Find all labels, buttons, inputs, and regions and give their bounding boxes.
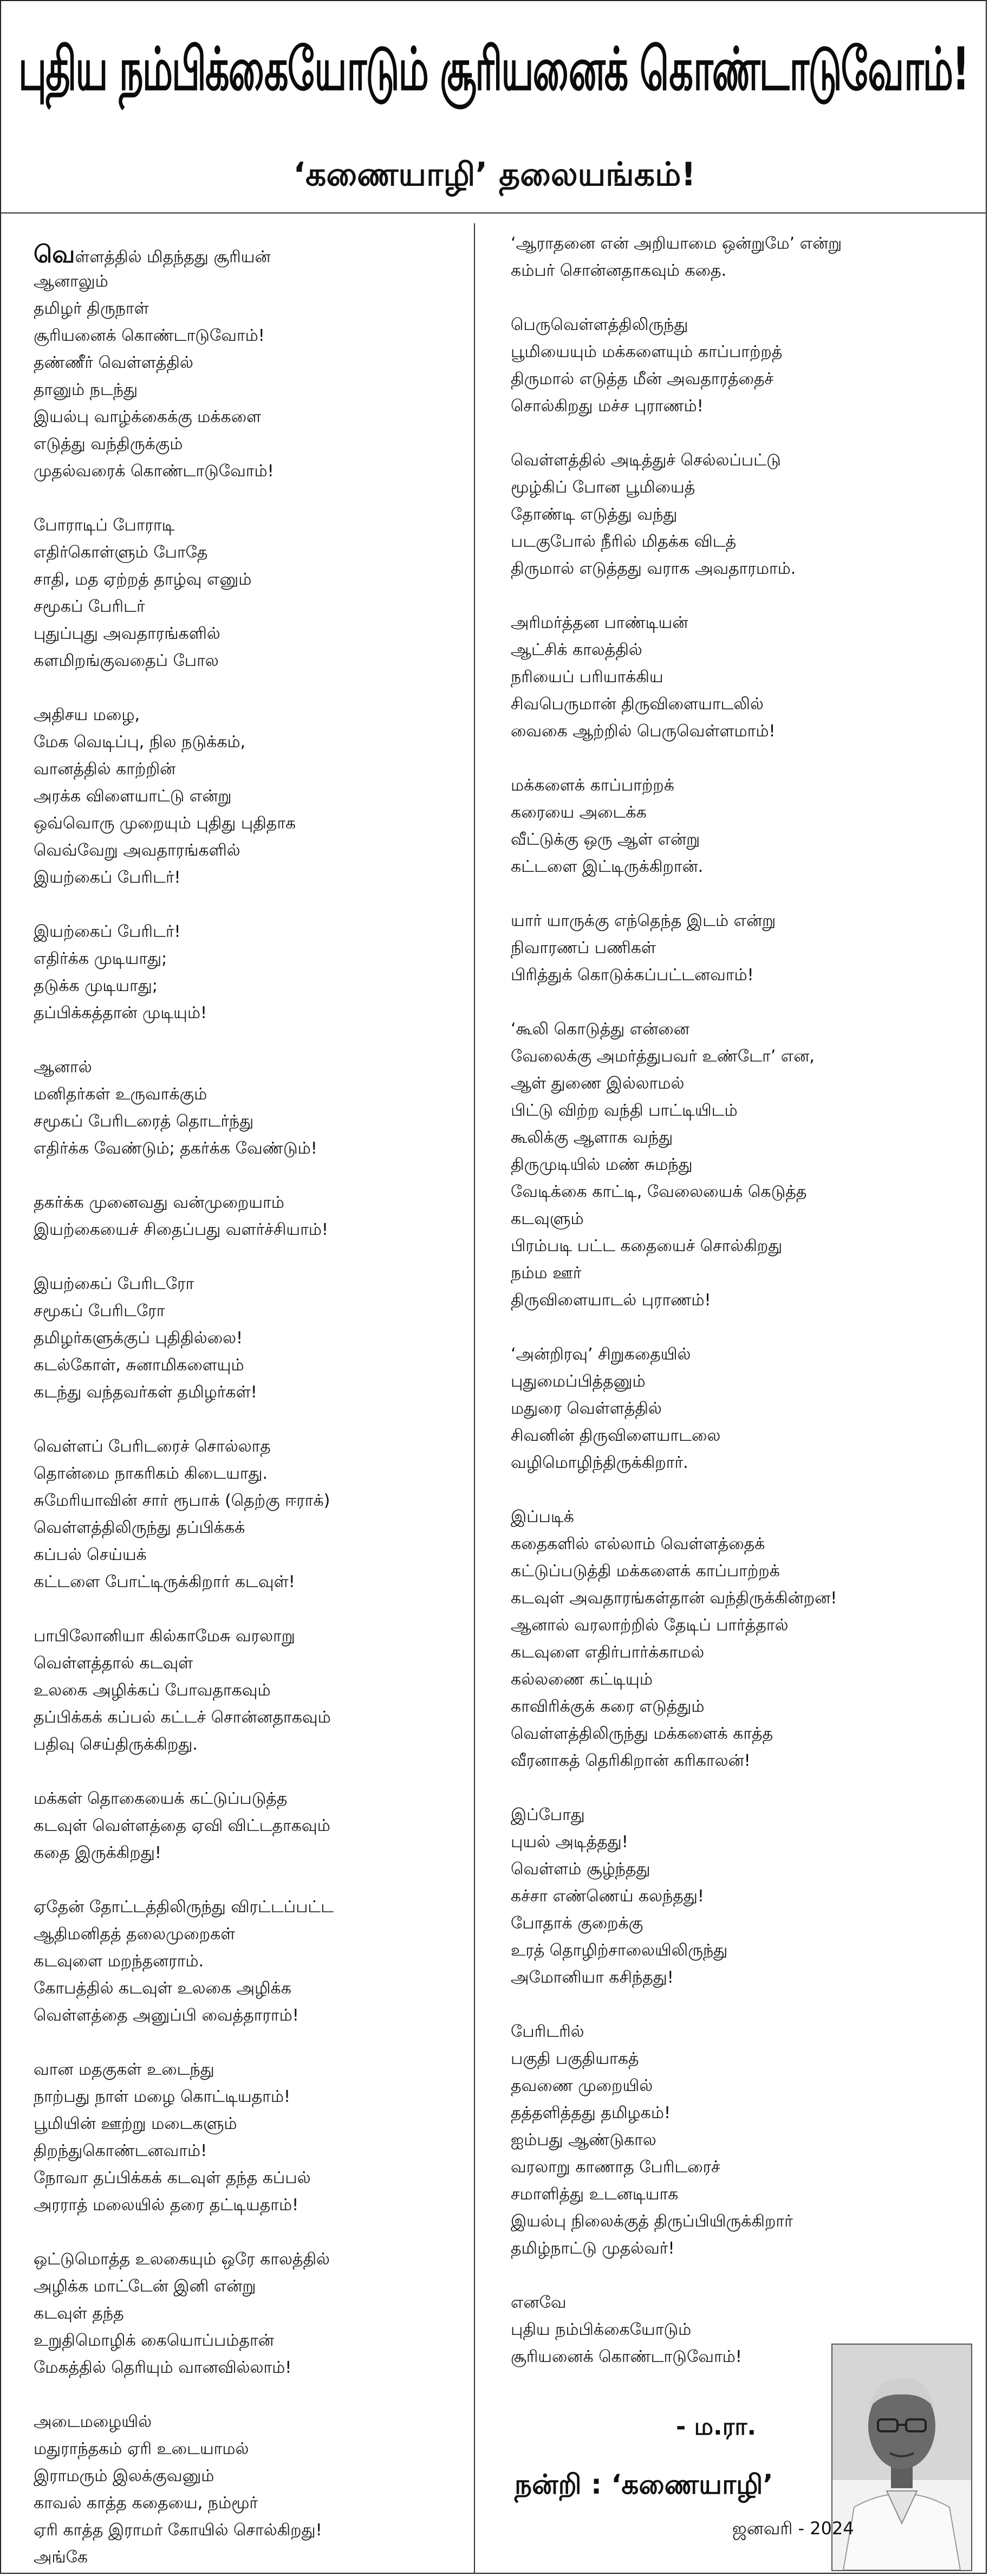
text-line <box>34 2354 291 2381</box>
text-line <box>34 2463 214 2490</box>
text-line <box>511 1666 653 1693</box>
text-line-content: கடவுளை எதிர்பார்க்காமல் <box>511 1643 705 1662</box>
text-line-content: வெள்ளத்திலிருந்து தப்பிக்கக் <box>34 1518 245 1537</box>
text-line-content: மக்களைக் காப்பாற்றக் <box>511 776 674 795</box>
text-line <box>511 1964 674 1991</box>
text-line-content: மக்கள் தொகையைக் கட்டுப்படுத்த <box>34 1789 288 1808</box>
text-line-content: உலகை அழிக்கப் போவதாகவும் <box>34 1681 271 1700</box>
text-line-content: சமாளித்து உடனடியாக <box>511 2185 679 2204</box>
text-line-content: வெள்ளத்தால் கடவுள் <box>34 1654 193 1673</box>
text-line-content: நாற்பது நாள் மழை கொட்டியதாம்! <box>34 2087 291 2106</box>
text-line <box>34 2002 299 2029</box>
text-line <box>34 702 140 729</box>
text-line <box>34 1731 198 1758</box>
text-line-content: கடவுள் அவதாரங்கள்தான் வந்திருக்கின்றன! <box>511 1589 837 1608</box>
text-line-content: மனிதர்கள் உருவாக்கும் <box>34 1085 207 1104</box>
text-line-content: ஆனால் <box>34 1058 92 1077</box>
text-line-content: கடவுள் வெள்ளத்தை ஏவி விட்டதாகவும் <box>34 1816 330 1835</box>
text-line <box>34 1677 271 1704</box>
text-line <box>511 1233 782 1260</box>
text-line-content: கரையை அடைக்க <box>511 803 647 822</box>
text-line-content: யார் யாருக்கு எந்தெந்த இடம் என்று <box>511 911 776 930</box>
text-line <box>34 2544 88 2571</box>
text-line <box>34 1000 207 1027</box>
text-line-content: சூரியனைக் கொண்டாடுவோம்! <box>34 326 265 345</box>
text-line-content: இயற்கைப் பேரிடரோ <box>34 1274 194 1293</box>
text-line-content: களமிறங்குவதைப் போல <box>34 651 219 670</box>
text-line-content: புதுப்புது அவதாரங்களில் <box>34 624 220 643</box>
text-line-content: சூரியனைக் கொண்டாடுவோம்! <box>511 2347 742 2366</box>
text-line <box>34 1325 243 1352</box>
text-line-content: வரலாறு காணாத பேரிடரைச் <box>511 2158 720 2177</box>
text-line-content: பூமியையும் மக்களையும் காப்பாற்றத் <box>511 342 783 361</box>
text-line <box>34 1352 244 1379</box>
text-line <box>511 1395 662 1422</box>
text-line-content: சமூகப் பேரிடரோ <box>34 1302 165 1321</box>
text-line <box>511 1151 693 1179</box>
text-line <box>511 1097 738 1124</box>
text-line <box>511 664 663 691</box>
text-line <box>511 447 781 474</box>
text-line <box>511 230 842 257</box>
text-line <box>511 1206 584 1233</box>
text-line <box>34 2273 256 2300</box>
text-line-content: வீட்டுக்கு ஒரு ஆள் என்று <box>511 830 700 849</box>
text-line <box>511 1449 688 1477</box>
text-line-content: ஆனாலும் <box>34 272 108 291</box>
text-line-content: தகர்க்க முனைவது வன்முறையாம் <box>34 1193 284 1212</box>
text-line <box>34 2165 310 2192</box>
text-line-content: எதிர்க்க வேண்டும்; தகர்க்க வேண்டும்! <box>34 1139 317 1158</box>
text-line <box>34 1216 328 1244</box>
text-line-content: கட்டளை இட்டிருக்கிறான். <box>511 857 704 876</box>
text-line <box>34 2083 290 2111</box>
text-line <box>511 1016 689 1043</box>
text-line-content: மதுராந்தகம் ஏரி உடையாமல் <box>34 2439 249 2458</box>
text-line <box>34 404 261 431</box>
text-line <box>34 1542 147 1569</box>
text-line <box>511 1639 704 1666</box>
text-line-content: ஏரி காத்த இராமர் கோயில் சொல்கிறது! <box>34 2521 322 2540</box>
text-line <box>34 268 108 295</box>
text-line-content: தத்தளித்தது தமிழகம்! <box>511 2103 671 2122</box>
text-line-content: பெருவெள்ளத்திலிருந்து <box>511 315 688 334</box>
text-line <box>34 2138 207 2165</box>
text-line <box>511 1070 684 1097</box>
column-divider <box>474 223 475 2574</box>
text-line <box>34 1298 165 1325</box>
text-line <box>511 2344 742 2371</box>
text-line <box>34 729 245 756</box>
text-line <box>511 637 642 664</box>
text-line-content: ஆதிமனிதத் தலைமுறைகள் <box>34 1925 236 1944</box>
text-line <box>34 2192 298 2219</box>
text-line-content: தமிழர் திருநாள் <box>34 299 149 318</box>
text-line-content: இப்போது <box>511 1805 585 1824</box>
text-line-content: அமோனியா கசிந்தது! <box>511 1968 674 1987</box>
text-line-content: தடுக்க முடியாது; <box>34 976 158 995</box>
text-line-content: கடவுளும் <box>511 1209 584 1228</box>
text-line-content: வெள்ளம் சூழ்ந்தது <box>511 1860 650 1879</box>
text-line <box>511 2289 567 2316</box>
text-line-content: போதாக் குறைக்கு <box>511 1914 643 1933</box>
text-line-content: ள்ளத்தில் மிதந்தது சூரியன் <box>75 248 271 267</box>
text-line <box>511 1260 582 1287</box>
text-line-content: பதிவு செய்திருக்கிறது. <box>34 1735 198 1754</box>
headline: புதிய நம்பிக்கையோடும் சூரியனைக் கொண்டாடுவோம்! <box>18 35 969 104</box>
text-line <box>511 2208 793 2235</box>
text-line-content: ஆள் துணை இல்லாமல் <box>511 1074 685 1093</box>
text-line-content: கடவுள் தந்த <box>34 2304 124 2323</box>
text-line-content: பிட்டு விற்ற வந்தி பாட்டியிடம் <box>511 1101 738 1120</box>
text-line <box>511 691 764 718</box>
text-line <box>34 593 145 620</box>
text-line <box>511 1341 691 1368</box>
text-line-content: கல்லணை கட்டியும் <box>511 1670 653 1689</box>
text-line <box>511 366 773 393</box>
text-line-content: கடல்கோள், சுனாமிகளையும் <box>34 1356 244 1375</box>
text-line-content: திருமால் எடுத்த மீன் அவதாரத்தைச் <box>511 370 774 389</box>
text-line-content: ஆட்சிக் காலத்தில் <box>511 640 642 659</box>
text-line-content: ‘கூலி கொடுத்து என்னை <box>511 1020 689 1039</box>
text-line-content: நோவா தப்பிக்கக் கடவுள் தந்த கப்பல் <box>34 2169 311 2187</box>
text-line <box>511 1802 585 1829</box>
source-credit: நன்றி : ‘கணையாழி’ <box>515 2469 773 2500</box>
text-line <box>511 1856 650 1883</box>
text-line <box>511 2316 691 2344</box>
text-line-content: பிரம்படி பட்ட கதையைச் சொல்கிறது <box>511 1237 783 1255</box>
text-line-content: வைகை ஆற்றில் பெருவெள்ளமாம்! <box>511 722 776 741</box>
text-line-content: வான மதகுகள் உடைந்து <box>34 2060 214 2079</box>
text-line-content: திருமுடியில் மண் சுமந்து <box>511 1155 693 1174</box>
text-line <box>511 1368 646 1395</box>
text-line <box>34 1948 204 1975</box>
text-line <box>511 908 776 935</box>
text-line-content: சாதி, மத ஏற்றத் தாழ்வு எனும் <box>34 570 252 589</box>
text-line-content: மேக வெடிப்பு, நில நடுக்கம், <box>34 733 246 752</box>
text-line <box>511 853 703 881</box>
text-line-content: அதிசய மழை, <box>34 706 140 724</box>
text-line-content: தோண்டி எடுத்து வந்து <box>511 505 678 524</box>
text-line-content: இயற்கையைச் சிதைப்பது வளர்ச்சியாம்! <box>34 1220 328 1239</box>
text-line <box>511 1287 711 1314</box>
text-line <box>34 2409 152 2436</box>
text-line-content: திருமால் எடுத்தது வராக அவதாரமாம். <box>511 559 796 578</box>
text-line <box>511 2154 720 2181</box>
text-line <box>34 2517 322 2544</box>
text-line-content: மூழ்கிப் போன பூமியைத் <box>511 478 695 497</box>
text-line-content: எடுத்து வந்திருக்கும் <box>34 435 183 454</box>
text-line <box>34 295 149 322</box>
text-line <box>34 2436 249 2463</box>
text-line <box>511 2181 678 2208</box>
text-line-content: படகுபோல் நீரில் மிதக்க விடத் <box>511 532 737 551</box>
issue-date: ஜனவரி - 2024 <box>732 2518 854 2539</box>
text-line-content: ஐம்பது ஆண்டுகால <box>511 2131 656 2150</box>
text-line <box>511 2100 671 2127</box>
text-line <box>34 1623 295 1650</box>
text-line <box>511 718 775 745</box>
text-line-content: பிரித்துக் கொடுக்கப்பட்டனவாம்! <box>511 966 754 985</box>
text-line <box>511 1612 789 1639</box>
text-line <box>34 2056 214 2083</box>
text-line-content: திருவிளையாடல் புராணம்! <box>511 1291 711 1310</box>
text-line <box>511 1531 765 1558</box>
text-line <box>34 1569 295 1596</box>
text-line <box>511 312 688 339</box>
text-line-content: வெள்ளத்தை அனுப்பி வைத்தாராம்! <box>34 2006 299 2025</box>
text-line-content: எதிர்க்க முடியாது; <box>34 949 167 968</box>
text-line <box>34 1108 253 1135</box>
text-line-content: பகுதி பகுதியாகத் <box>511 2049 639 2068</box>
text-line <box>511 1883 704 1910</box>
text-line <box>34 512 175 539</box>
text-line <box>34 1704 331 1731</box>
text-line <box>34 837 240 864</box>
text-line <box>34 620 220 648</box>
text-line-content: வேடிக்கை காட்டி, வேலையைக் கெடுத்த <box>511 1182 807 1201</box>
text-line-content: நம்ம ஊர் <box>511 1264 582 1283</box>
text-line-content: நரியைப் பரியாக்கிய <box>511 668 663 687</box>
text-line <box>511 1422 720 1449</box>
text-line-content: திறந்துகொண்டனவாம்! <box>34 2141 207 2160</box>
text-line <box>34 2327 274 2354</box>
text-line-content: ஒவ்வொரு முறையும் புதிது புதிதாக <box>34 814 296 833</box>
text-line <box>34 1840 161 1867</box>
text-line-content: அரக்க விளையாட்டு என்று <box>34 787 232 806</box>
text-line-content: முதல்வரைக் கொண்டாடுவோம்! <box>34 462 274 481</box>
text-line-content: கதை இருக்கிறது! <box>34 1843 161 1862</box>
text-line-content: எதிர்கொள்ளும் போதே <box>34 543 208 562</box>
text-line <box>34 458 274 485</box>
text-line-content: உறுதிமொழிக் கையொப்பம்தான் <box>34 2331 274 2350</box>
text-line-content: தானும் நடந்து <box>34 380 138 399</box>
text-line <box>34 1433 271 1460</box>
text-line <box>34 1921 235 1948</box>
text-line <box>511 1720 773 1747</box>
text-line-content: தவணை முறையில் <box>511 2076 653 2095</box>
text-line <box>511 257 726 284</box>
text-line-content: தமிழ்நாட்டு முதல்வர்! <box>511 2239 675 2258</box>
headline-banner <box>9 8 978 131</box>
text-line-content: ‘அன்றிரவு’ சிறுகதையில் <box>511 1345 691 1364</box>
text-line <box>511 339 782 366</box>
text-line <box>511 474 695 501</box>
text-line <box>34 1189 284 1216</box>
text-line <box>511 2127 656 2154</box>
text-line <box>511 501 677 528</box>
text-line-content: அடைமழையில் <box>34 2412 152 2431</box>
text-line <box>511 1558 780 1585</box>
text-line <box>511 1043 815 1070</box>
text-line-content: புதிய நம்பிக்கையோடும் <box>511 2320 692 2339</box>
text-line-content: அழிக்க மாட்டேன் இனி என்று <box>34 2277 256 2296</box>
text-line-content: கம்பர் சொன்னதாகவும் கதை. <box>511 261 727 280</box>
text-line <box>34 322 265 349</box>
text-line-content: உரத் தொழிற்சாலையிலிருந்து <box>511 1941 728 1960</box>
text-line <box>34 377 138 404</box>
text-line-content: சுமேரியாவின் சார் ரூபாக் (தெற்கு ஈராக்) <box>34 1491 330 1510</box>
text-line <box>511 772 674 799</box>
text-line-content: ஏதேன் தோட்டத்திலிருந்து விரட்டப்பட்ட <box>34 1898 334 1917</box>
text-line <box>34 1054 92 1081</box>
text-line-content: அரராத் மலையில் தரை தட்டியதாம்! <box>34 2196 299 2215</box>
text-line <box>511 2046 639 2073</box>
text-line-content: இப்படிக் <box>511 1507 574 1526</box>
subtitle: ‘கணையாழி’ தலையங்கம்! <box>293 156 696 193</box>
text-line-content: போராடிப் போராடி <box>34 516 175 535</box>
text-line <box>511 1747 751 1775</box>
text-line <box>34 2490 258 2517</box>
text-line-content: அரிமர்த்தன பாண்டியன் <box>511 613 688 632</box>
text-line-content: இராமரும் இலக்குவனும் <box>34 2467 214 2486</box>
text-line-content: கூலிக்கு ஆளாக வந்து <box>511 1128 673 1147</box>
text-line <box>511 528 736 555</box>
text-line-content: வானத்தில் காற்றின் <box>34 760 176 779</box>
text-line <box>511 1504 574 1531</box>
text-line-content: அங்கே <box>34 2548 88 2567</box>
text-line-content: தொன்மை நாகரிகம் கிடையாது. <box>34 1464 268 1483</box>
text-line <box>34 349 193 377</box>
text-line <box>34 864 181 891</box>
text-line <box>34 1081 207 1108</box>
text-line-content: வெவ்வேறு அவதாரங்களில் <box>34 841 240 860</box>
text-line-content: காவிரிக்குக் கரை எடுத்தும் <box>511 1697 705 1716</box>
text-line <box>34 1650 193 1677</box>
author-signature: - ம.ரா. <box>676 2413 757 2441</box>
text-line-content: மதுரை வெள்ளத்தில் <box>511 1399 662 1418</box>
text-line <box>511 393 704 420</box>
text-line-content: புயல் அடித்தது! <box>511 1833 628 1852</box>
text-line <box>511 610 688 637</box>
text-line <box>34 2246 330 2273</box>
text-line <box>511 2018 584 2046</box>
text-line <box>511 1124 673 1151</box>
text-line <box>34 539 207 566</box>
text-line <box>34 1813 330 1840</box>
text-line-content: தப்பிக்கத்தான் முடியும்! <box>34 1004 207 1022</box>
text-line-content: ஆனால் வரலாற்றில் தேடிப் பார்த்தால் <box>511 1616 789 1635</box>
text-line-content: இயல்பு வாழ்க்கைக்கு மக்களை <box>34 407 262 426</box>
text-line <box>34 2300 124 2327</box>
text-line <box>34 973 158 1000</box>
text-line <box>34 1379 257 1406</box>
text-line-content: சிவனின் திருவிளையாடலை <box>511 1426 721 1445</box>
text-line <box>34 1487 330 1514</box>
text-line <box>511 2073 653 2100</box>
text-line <box>511 1585 837 1612</box>
text-line-content: வழிமொழிந்திருக்கிறார். <box>511 1453 688 1472</box>
text-line-content: எனவே <box>511 2293 567 2312</box>
text-line-content: வெள்ளத்திலிருந்து மக்களைக் காத்த <box>511 1724 773 1743</box>
text-line <box>34 1271 194 1298</box>
text-line-content: வெள்ளத்தில் அடித்துச் செல்லப்பட்டு <box>511 451 781 470</box>
text-line-content: கச்சா எண்ணெய் கலந்தது! <box>511 1887 704 1906</box>
text-line <box>34 2111 237 2138</box>
text-line <box>511 935 656 962</box>
text-line-content: இயற்கைப் பேரிடர்! <box>34 868 181 887</box>
text-line-content: இயற்கைப் பேரிடர்! <box>34 922 181 941</box>
text-line <box>511 1179 806 1206</box>
text-line <box>34 918 181 946</box>
text-line-content: நிவாரணப் பணிகள் <box>511 939 656 957</box>
text-line <box>34 648 219 675</box>
text-line-content: சமூகப் பேரிடரைத் தொடர்ந்து <box>34 1112 254 1131</box>
header-divider <box>0 212 987 213</box>
text-line-content: காவல் காத்த கதையை, நம்மூர் <box>34 2494 258 2513</box>
text-line-content: கட்டுப்படுத்தி மக்களைக் காப்பாற்றக் <box>511 1562 780 1581</box>
text-line-content: கதைகளில் எல்லாம் வெள்ளத்தைக் <box>511 1535 765 1554</box>
text-line-content: ஒட்டுமொத்த உலகையும் ஒரே காலத்தில் <box>34 2250 330 2269</box>
text-line-content: கட்டளை போட்டிருக்கிறார் கடவுள்! <box>34 1572 295 1591</box>
text-line <box>34 1514 245 1542</box>
text-line <box>34 1785 287 1813</box>
text-line <box>511 962 754 989</box>
text-line-content: சமூகப் பேரிடர் <box>34 597 145 616</box>
text-line <box>34 1460 268 1487</box>
text-line-content: பூமியின் ஊற்று மடைகளும் <box>34 2114 237 2133</box>
text-line-content: கடந்து வந்தவர்கள் தமிழர்கள்! <box>34 1383 257 1402</box>
text-line-content: கோபத்தில் கடவுள் உலகை அழிக்க <box>34 1979 291 1998</box>
text-line-content: ‘ஆராதனை என் அறியாமை ஒன்றுமே’ என்று <box>511 234 842 253</box>
text-line <box>34 946 167 973</box>
text-line <box>34 810 296 837</box>
text-line-content: கப்பல் செய்யக் <box>34 1545 147 1564</box>
text-line <box>511 826 700 853</box>
text-line <box>511 799 647 826</box>
text-line-content: வீரனாகத் தெரிகிறான் கரிகாலன்! <box>511 1751 751 1770</box>
text-line-content: பேரிடரில் <box>511 2022 584 2041</box>
text-line-content: வேலைக்கு அமர்த்துபவர் உண்டோ’ என, <box>511 1047 815 1066</box>
text-line <box>34 431 183 458</box>
text-line <box>34 1894 334 1921</box>
text-line <box>511 1910 643 1937</box>
text-line <box>511 1693 704 1720</box>
text-line-content: தண்ணீர் வெள்ளத்தில் <box>34 353 193 372</box>
text-line <box>34 1135 317 1162</box>
text-line-content: சிவபெருமான் திருவிளையாடலில் <box>511 695 764 714</box>
text-line-content: கடவுளை மறந்தனராம். <box>34 1952 204 1971</box>
text-line <box>511 1937 727 1964</box>
text-line <box>34 783 232 810</box>
drop-cap: வெ <box>34 241 75 268</box>
text-line-content: பாபிலோனியா கில்காமேசு வரலாறு <box>34 1627 295 1646</box>
text-line <box>511 2235 675 2262</box>
text-line <box>511 1829 628 1856</box>
text-line-content: சொல்கிறது மச்ச புராணம்! <box>511 397 704 416</box>
text-line <box>34 241 271 268</box>
text-line-content: மேகத்தில் தெரியும் வானவில்லாம்! <box>34 2358 292 2377</box>
text-line <box>34 1975 291 2002</box>
text-line <box>34 566 251 593</box>
text-line <box>34 756 175 783</box>
text-line-content: இயல்பு நிலைக்குத் திருப்பியிருக்கிறார் <box>511 2212 793 2231</box>
text-line-content: தமிழர்களுக்குப் புதிதில்லை! <box>34 1329 243 1348</box>
text-line-content: தப்பிக்கக் கப்பல் கட்டச் சொன்னதாகவும் <box>34 1708 331 1727</box>
text-line-content: புதுமைப்பித்தனும் <box>511 1372 646 1391</box>
text-line-content: வெள்ளப் பேரிடரைச் சொல்லாத <box>34 1437 271 1456</box>
text-line <box>511 555 796 582</box>
